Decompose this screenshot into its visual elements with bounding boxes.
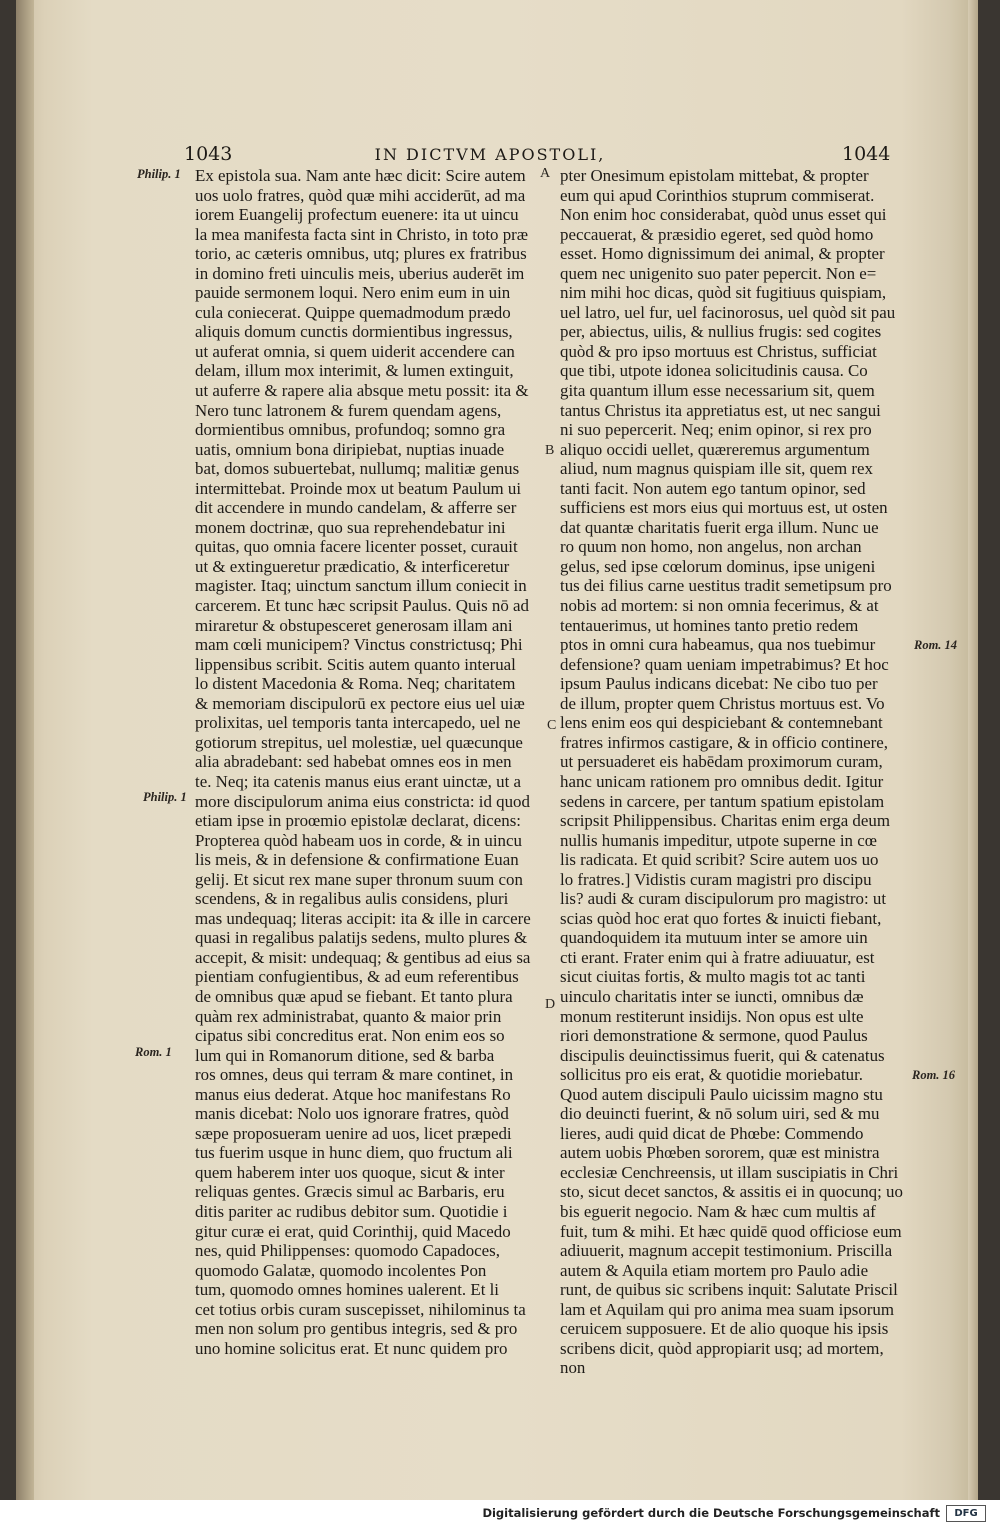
text-line: miraretur & obstupesceret generosam illam ani <box>195 615 513 635</box>
text-line: sedens in carcere, per tantum spatium epistolam <box>560 791 885 811</box>
text-line: carcerem. Et tunc hæc scripsit Paulus. Quis nō ad <box>195 596 529 616</box>
text-line: defensione? quam ueniam impetrabimus? Et hoc <box>560 654 889 674</box>
text-line: alia abradebant: sed habebat omnes eos in men <box>195 752 512 772</box>
text-line: quomodo Galatæ, quomodo incolentes Pon <box>195 1260 487 1280</box>
text-line: dormientibus omnibus, profundoq; somno gra <box>195 420 506 440</box>
text-line: bat, domos subuertebat, nullumq; malitiæ genus <box>195 459 520 479</box>
text-line: bis eguerit negocio. Nam & hæc cum multis af <box>560 1201 876 1221</box>
text-line: pter Onesimum epistolam mittebat, & propter <box>560 166 869 185</box>
text-line: etiam ipse in proœmio epistolæ declarat, dicens: <box>195 811 522 831</box>
text-line: quandoquidem ita mutuum inter se amore uin <box>560 928 868 948</box>
text-line: tus fuerim usque in hunc diem, quo fructum ali <box>195 1143 513 1163</box>
text-line: lo fratres.] Vidistis curam magistri pro discipu <box>560 869 872 889</box>
text-line: sollicitus pro eis erat, & quotidie moriebatur. <box>560 1065 864 1085</box>
text-line: iorem Euangelij profectum euenere: ita ut uincu <box>195 205 519 225</box>
page-right-edge <box>968 0 978 1500</box>
text-line: tus dei filius carne uestitus tradit semetipsum pro <box>560 576 892 596</box>
text-line: gitur curæ ei erat, quid Corinthij, quid Macedo <box>195 1221 511 1241</box>
text-line: monum restiterunt insidijs. Non opus est ulte <box>560 1006 864 1026</box>
text-line: lam et Aquilam qui pro anima mea suam ipsorum <box>560 1299 894 1319</box>
text-line: more discipulorum anima eius constricta: id quod <box>195 791 530 811</box>
text-line: ro quum non homo, non angelus, non archan <box>560 537 862 557</box>
text-line: ditis pariter ac rudibus debitor sum. Quotidie i <box>195 1201 508 1221</box>
text-line: gotiorum strepitus, uel molestiæ, uel quæcunque <box>195 732 523 752</box>
text-line: quòd & pro ipso mortuus est Christus, sufficiat <box>560 341 877 361</box>
text-line: quem haberem inter uos quoque, sicut & inter <box>195 1162 505 1182</box>
text-line: quasi in regalibus palatijs sedens, multo plures & <box>195 928 528 948</box>
text-line: lis radicata. Et quid scribit? Scire autem uos uo <box>560 850 879 870</box>
text-line: reliquas gentes. Græcis simul ac Barbaris, eru <box>195 1182 505 1202</box>
text-line: magister. Itaq; uinctum sanctum illum coniecit in <box>195 576 527 596</box>
text-line: per, abiectus, uilis, & nullius frugis: sed cogites <box>560 322 882 342</box>
text-line: ipsum Paulus indicans dicebat: Ne cibo tuo per <box>560 674 878 694</box>
text-line: ros omnes, deus qui terram & mare continet, in <box>195 1065 514 1085</box>
text-line: ut auferat omnia, si quem uiderit accendere can <box>195 341 515 361</box>
text-line: pauide sermonem loqui. Nero enim eum in uin <box>195 283 511 303</box>
text-line: discipulis deuinctissimus fuerit, qui & catenatus <box>560 1045 885 1065</box>
text-line: uno homine solicitus erat. Et nunc quidem pro <box>195 1338 508 1358</box>
text-line: monem doctrinæ, quo sua reprehendebatur ini <box>195 517 506 537</box>
text-line: sæpe proposueram uenire ad uos, licet præpedi <box>195 1123 512 1143</box>
text-line: mam cœli municipem? Vinctus constrictusq; Phi <box>195 635 523 655</box>
text-line: tentauerimus, ut homines tanto pretio redem <box>560 615 859 635</box>
text-line: scribens dicit, quòd appropiarit usq; ad mortem, <box>560 1338 884 1358</box>
text-line: lis? audi & curam discipulorum pro magistro: ut <box>560 889 887 909</box>
text-line: nes, quid Philippenses: quomodo Capadoces, <box>195 1241 500 1261</box>
text-line: quem nec unigenito suo pater pepercit. Non e= <box>560 263 877 283</box>
text-line: gita quantum illum esse necessarium sit, quem <box>560 381 875 401</box>
text-line: quitas, quo omnia facere licenter posset, curauit <box>195 537 518 557</box>
text-line: sto, sicut decet sanctos, & assitis ei in quocunq; uo <box>560 1182 903 1202</box>
text-line: dio deuincti fuerint, & nō solum uiri, sed & mu <box>560 1104 880 1124</box>
text-line: pientiam confugientibus, & ad eum referentibus <box>195 967 519 987</box>
text-line: accepit, & misit: undequaq; & gentibus ad eius sa <box>195 947 531 967</box>
text-line: lippensibus scribit. Scitis autem quanto interual <box>195 654 516 674</box>
text-line: scripsit Philippensibus. Charitas enim erga deum <box>560 811 890 831</box>
page-number-left: 1043 <box>184 143 233 165</box>
text-line: sicut ciuitas fortis, & multo magis tot ac tanti <box>560 967 866 987</box>
text-line: & memoriam discipulorū ex pectore eius uel uiæ <box>195 693 525 713</box>
text-line: dit accendere in mundo candelam, & afferre ser <box>195 498 517 518</box>
text-line: fratres infirmos castigare, & in officio continere, <box>560 732 888 752</box>
text-line: men non solum pro gentibus integris, sed & pro <box>195 1319 518 1339</box>
text-line: uel latro, uel fur, uel facinorosus, uel quòd sit pau <box>560 302 896 322</box>
margin-note-philip-1-second: Philip. 1 <box>143 790 187 804</box>
margin-note-rom-1: Rom. 1 <box>135 1045 172 1059</box>
text-line: non <box>560 1358 586 1378</box>
text-line: autem uobis Phœben sororem, quæ est ministra <box>560 1143 880 1163</box>
text-line: te. Neq; ita catenis manus eius erant uinctæ, ut a <box>195 771 521 791</box>
text-line: dat quantæ charitatis fuerit erga illum. Nunc ue <box>560 517 879 537</box>
left-text-column <box>195 166 543 1358</box>
text-line: hanc unicam rationem pro omnibus dedit. Igitur <box>560 771 884 791</box>
text-line: uatis, omnium bona diripiebat, nuptias inuade <box>195 439 505 459</box>
text-line: Ex epistola sua. Nam ante hæc dicit: Scire autem <box>195 166 526 185</box>
text-line: torio, ac cæteris omnibus, utq; plures ex fratribus <box>195 244 527 264</box>
text-line: adiuuerit, magnum accepit testimonium. Priscilla <box>560 1241 893 1261</box>
text-line: mas undequaq; literas accipit: ita & ille in carcere <box>195 908 531 928</box>
text-line: manis dicebat: Nolo uos ignorare fratres, quòd <box>195 1104 509 1124</box>
text-line: ut auferre & rapere alia absque metu possit: ita & <box>195 381 529 401</box>
text-line: peccauerat, & præsidio egeret, sed quòd homo <box>560 224 874 244</box>
text-line: uinculo charitatis inter se iuncti, omnibus dæ <box>560 986 864 1006</box>
text-line: ni suo pepercerit. Neq; enim opinor, si rex pro <box>560 420 872 440</box>
text-line: que tibi, utpote idonea solicitudinis causa. Co <box>560 361 868 381</box>
text-line: tum, quomodo omnes homines ualerent. Et li <box>195 1280 499 1300</box>
text-line: Propterea quòd habeam uos in corde, & in uincu <box>195 830 522 850</box>
margin-note-philip-1: Philip. 1 <box>137 167 181 181</box>
text-line: Quod autem discipuli Paulo uicissim magno stu <box>560 1084 883 1104</box>
text-line: de omnibus quæ apud se fiebant. Et tanto plura <box>195 986 513 1006</box>
text-line: cti erant. Frater enim qui à fratre adiuuatur, est <box>560 947 875 967</box>
text-line: scendens, & in regalibus aulis considens, pluri <box>195 889 509 909</box>
text-line: nim mihi hoc dicas, quòd sit fugitiuus quispiam, <box>560 283 887 303</box>
text-line: ut & extingueretur prædicatio, & interficeretur <box>195 556 510 576</box>
text-line: scias quòd hoc erat quo fortes & inuicti fiebant, <box>560 908 882 928</box>
text-line: runt, de quibus sic scribens inquit: Salutate Priscil <box>560 1280 898 1300</box>
margin-note-rom-14: Rom. 14 <box>914 638 958 652</box>
text-line: lis meis, & in defensione & confirmatione Euan <box>195 850 519 870</box>
text-line: la mea manifesta facta sint in Christo, in toto præ <box>195 224 529 244</box>
margin-note-rom-16: Rom. 16 <box>912 1068 956 1082</box>
text-line: sufficiens est mors eius qui mortuus est, ut osten <box>560 498 888 518</box>
text-line: gelij. Et sicut rex mane super thronum suum con <box>195 869 523 889</box>
text-line: quàm rex administrabat, quanto & maior prin <box>195 1006 502 1026</box>
text-line: autem & Aquila etiam mortem pro Paulo adie <box>560 1260 869 1280</box>
section-letter-a: A <box>540 166 551 181</box>
text-line: aliquis domum cunctis dormientibus ingressus, <box>195 322 513 342</box>
text-line: Non enim hoc considerabat, quòd unus esset qui <box>560 205 887 225</box>
text-line: manus eius dederat. Atque hoc manifestans Ro <box>195 1084 511 1104</box>
text-line: nobis ad mortem: si non omnia fecerimus, & at <box>560 596 879 616</box>
text-line: ut persuaderet eis habēdam proximorum curam, <box>560 752 883 772</box>
section-letter-c: C <box>547 718 557 733</box>
text-line: riori demonstratione & sermone, quod Paulus <box>560 1026 868 1046</box>
text-line: in domino freti uinculis meis, uberius auderēt im <box>195 263 525 283</box>
text-line: intermittebat. Proinde mox ut beatum Paulum ui <box>195 478 522 498</box>
text-line: prolixitas, uel temporis tanta intercapedo, uel ne <box>195 713 521 733</box>
dfg-logo: DFG <box>946 1505 986 1522</box>
text-line: lens enim eos qui despiciebant & contemnebant <box>560 713 883 733</box>
footer-credit: Digitalisierung gefördert durch die Deutsche Forschungsgemeinschaft <box>482 1506 940 1520</box>
text-line: nullis humanis impeditur, utpote superne in cœ <box>560 830 877 850</box>
text-line: cula coniecerat. Quippe quemadmodum prædo <box>195 302 511 322</box>
text-line: cet totius orbis curam suscepisset, nihilominus ta <box>195 1299 526 1319</box>
text-line: Nero tunc latronem & furem quendam agens, <box>195 400 502 420</box>
digitization-footer <box>0 1500 1000 1526</box>
running-head: IN DICTVM APOSTOLI, <box>374 145 606 164</box>
text-line: ecclesiæ Cenchreensis, ut illam suscipiatis in Chri <box>560 1162 899 1182</box>
text-line: uos uolo fratres, quòd quæ mihi acciderūt, ad ma <box>195 185 526 205</box>
page-gutter-shadow <box>16 0 34 1500</box>
text-line: lum qui in Romanorum ditione, sed & barba <box>195 1045 495 1065</box>
text-line: lieres, audi quid dicat de Phœbe: Commendo <box>560 1123 864 1143</box>
text-line: gelus, sed ipse cœlorum dominus, ipse unigeni <box>560 556 876 576</box>
text-line: de illum, propter quem Christus mortuus est. Vo <box>560 693 885 713</box>
text-line: aliud, num magnus quispiam ille sit, quem rex <box>560 459 873 479</box>
text-line: esset. Homo dignissimum dei animal, & propter <box>560 244 885 264</box>
section-letter-b: B <box>545 443 555 458</box>
right-text-column <box>560 166 910 1378</box>
text-line: ptos in omni cura habeamus, qua nos tuebimur <box>560 635 876 655</box>
page-number-right: 1044 <box>842 143 891 165</box>
text-line: ceruicem supposuere. Et de alio quoque his ipsis <box>560 1319 889 1339</box>
text-line: tanti facit. Non autem ego tantum opinor, sed <box>560 478 866 498</box>
text-line: delam, illum mox interimit, & lumen extinguit, <box>195 361 514 381</box>
text-line: aliquo occidi uellet, quæreremus argumentum <box>560 439 870 459</box>
text-line: tantus Christus ita appretiatus est, ut nec sangui <box>560 400 881 420</box>
text-line: fuit, tum & mihi. Et hæc quidē quod officiose eum <box>560 1221 902 1241</box>
text-line: cipatus sibi concreditus erat. Non enim eos so <box>195 1026 505 1046</box>
text-line: eum qui apud Corinthios stuprum commiserat. <box>560 185 875 205</box>
text-line: lo distent Macedonia & Roma. Neq; charitatem <box>195 674 516 694</box>
section-letter-d: D <box>545 997 556 1012</box>
